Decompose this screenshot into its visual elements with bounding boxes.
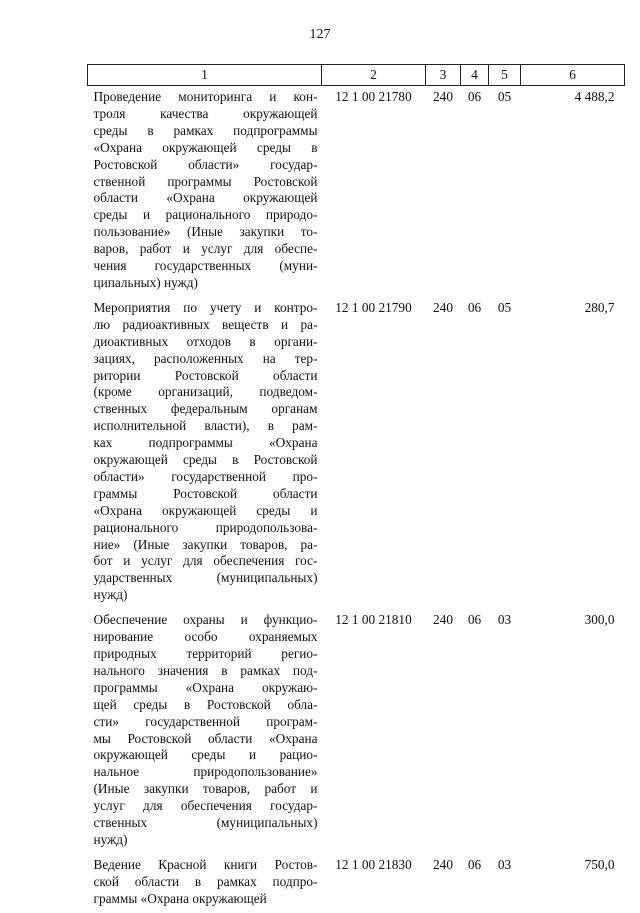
section-code: 06 xyxy=(467,299,482,315)
description-line: ритории Ростовской области xyxy=(93,367,318,383)
description-line: «Охрана окружающей среды и xyxy=(93,502,318,518)
subsection-code: 03 xyxy=(497,856,512,872)
column-number-row xyxy=(88,65,625,86)
description-line: граммы Ростовской области xyxy=(93,485,318,501)
description-line: ственных федеральным органам xyxy=(93,401,318,417)
description-line: ственной программы Ростовской xyxy=(93,173,318,189)
section-code: 06 xyxy=(467,612,482,628)
expense-type-code: 240 xyxy=(433,856,453,872)
description-line: нальное природопользование» xyxy=(93,764,318,780)
description-line: окружающей среды в Ростовской xyxy=(93,452,318,468)
expense-description xyxy=(88,86,322,297)
description-line: зациях, расположенных на тер- xyxy=(93,350,318,366)
subsection-code: 05 xyxy=(497,89,512,104)
description-line: исполнительной власти), в рам- xyxy=(93,418,318,434)
description-line: области» государственной про- xyxy=(93,468,318,484)
expense-type-code: 240 xyxy=(433,612,453,628)
description-line: (Иные закупки товаров, работ и xyxy=(93,781,318,797)
description-line: варов, работ и услуг для обеспе- xyxy=(93,241,318,257)
table-row xyxy=(88,297,625,609)
amount: 280,7 xyxy=(584,299,615,315)
expense-description xyxy=(88,297,322,609)
description-line: Ростовской области» государ- xyxy=(93,156,318,172)
description-line: нужд) xyxy=(93,831,128,847)
target-article-code: 12 1 00 21830 xyxy=(335,856,412,872)
description-line: области «Охрана окружающей xyxy=(93,190,318,206)
description-line: среды и рационального природо- xyxy=(93,207,318,223)
column-number-4: 4 xyxy=(461,65,489,86)
expense-type-code: 240 xyxy=(433,89,453,104)
description-line: ние» (Иные закупки товаров, ра- xyxy=(93,536,318,552)
description-line: ципальных) нужд) xyxy=(93,274,198,290)
description-line: лю радиоактивных веществ и ра- xyxy=(93,316,318,332)
description-line: природных территорий регио- xyxy=(93,646,318,661)
budget-rows xyxy=(88,86,625,913)
column-number-5: 5 xyxy=(489,65,521,86)
description-line: «Охрана окружающей среды в xyxy=(93,139,318,155)
description-line: нужд) xyxy=(93,587,128,603)
target-article-code: 12 1 00 21810 xyxy=(335,612,412,628)
expense-description xyxy=(88,609,322,854)
description-line: (кроме организаций, подведом- xyxy=(93,384,318,400)
section-code: 06 xyxy=(467,89,482,104)
description-line: троля качества окружающей xyxy=(93,105,318,121)
expense-type-code: 240 xyxy=(433,299,453,315)
description-line: пользование» (Иные закупки то- xyxy=(93,224,318,240)
description-line: ской области в рамках подпро- xyxy=(93,873,318,889)
description-line: чения государственных (муни- xyxy=(93,258,318,274)
column-number-1: 1 xyxy=(88,65,322,86)
amount: 4 488,2 xyxy=(574,89,615,104)
column-number-6: 6 xyxy=(521,65,625,86)
subsection-code: 05 xyxy=(497,299,512,315)
amount: 300,0 xyxy=(584,612,615,628)
column-number-2: 2 xyxy=(322,65,426,86)
description-line: окружающей среды и рацио- xyxy=(93,747,318,763)
description-line: программы «Охрана окружаю- xyxy=(93,679,318,695)
description-line: рационального природопользова- xyxy=(93,519,318,535)
description-line: среды в рамках подпрограммы xyxy=(93,122,318,138)
description-line: граммы «Охрана окружающей xyxy=(93,890,267,906)
description-line: Ведение Красной книги Ростов- xyxy=(93,856,318,872)
description-line: сти» государственной програм- xyxy=(93,713,318,729)
description-line: мы Ростовской области «Охрана xyxy=(93,730,318,746)
table-row xyxy=(88,609,625,854)
description-line: щей среды в Ростовской обла- xyxy=(93,696,318,712)
table-row xyxy=(88,86,625,297)
description-line: Проведение мониторинга и кон- xyxy=(93,89,318,104)
description-line: ударственных (муниципальных) xyxy=(93,570,318,586)
description-line: ственных (муниципальных) xyxy=(93,815,318,831)
description-line: диоактивных отходов в органи- xyxy=(93,333,318,349)
target-article-code: 12 1 00 21780 xyxy=(335,89,412,104)
budget-table xyxy=(87,64,625,913)
description-line: бот и услуг для обеспечения гос- xyxy=(93,553,318,569)
description-line: услуг для обеспечения государ- xyxy=(93,798,318,814)
section-code: 06 xyxy=(467,856,482,872)
table-row xyxy=(88,854,625,913)
target-article-code: 12 1 00 21790 xyxy=(335,299,412,315)
description-line: нирование особо охраняемых xyxy=(93,629,318,645)
column-number-3: 3 xyxy=(426,65,461,86)
expense-description xyxy=(88,854,322,913)
subsection-code: 03 xyxy=(497,612,512,628)
amount: 750,0 xyxy=(584,856,615,872)
description-line: нального значения в рамках под- xyxy=(93,662,318,678)
description-line: ках подпрограммы «Охрана xyxy=(93,435,318,451)
description-line: Обеспечение охраны и функцио- xyxy=(93,612,318,628)
description-line: Мероприятия по учету и контро- xyxy=(93,299,318,315)
page-number: 127 xyxy=(309,27,331,42)
